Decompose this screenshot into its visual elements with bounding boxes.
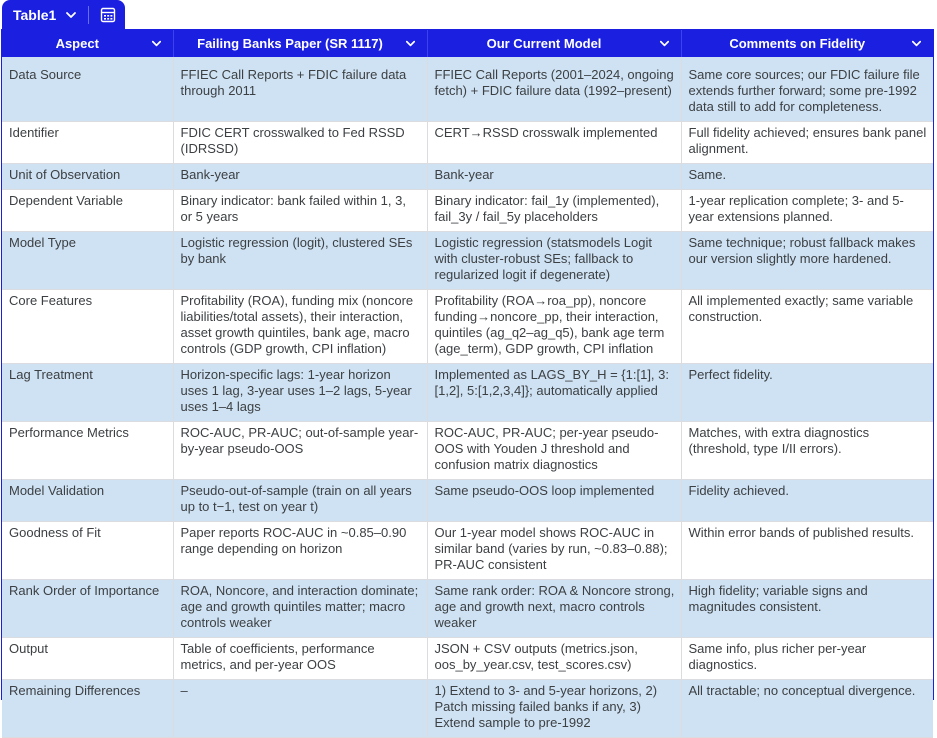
table-row — [2, 290, 933, 364]
table-cell[interactable]: Model Type — [2, 232, 173, 290]
table-cell[interactable]: Implemented as LAGS_BY_H = {1:[1], 3:[1,2], 5:[1,2,3,4]}; automatically applied — [427, 364, 681, 422]
table-cell[interactable]: Horizon-specific lags: 1-year horizon uses 1 lag, 3-year uses 1–2 lags, 5-year uses 1–4 lags — [173, 364, 427, 422]
column-header-label: Aspect — [55, 36, 99, 51]
table-cell[interactable]: Performance Metrics — [2, 422, 173, 480]
table-row — [2, 190, 933, 232]
chevron-down-icon[interactable] — [64, 8, 78, 22]
table-cell[interactable]: Data Source — [2, 57, 173, 122]
chevron-down-icon[interactable] — [404, 37, 417, 50]
table-row — [2, 57, 933, 122]
table-row — [2, 480, 933, 522]
table-row — [2, 364, 933, 422]
table-cell[interactable]: Same pseudo-OOS loop implemented — [427, 480, 681, 522]
table-row — [2, 422, 933, 480]
table-cell[interactable]: Binary indicator: fail_1y (implemented), fail_3y / fail_5y placeholders — [427, 190, 681, 232]
table-cell[interactable]: Same core sources; our FDIC failure file extends further forward; some pre-1992 data still to add for completeness. — [681, 57, 933, 122]
table-cell[interactable]: High fidelity; variable signs and magnitudes consistent. — [681, 580, 933, 638]
table-cell[interactable]: Goodness of Fit — [2, 522, 173, 580]
table-cell[interactable]: Matches, with extra diagnostics (threshold, type I/II errors). — [681, 422, 933, 480]
table-tab-label[interactable]: Table1 — [13, 6, 57, 23]
table-cell[interactable]: Same rank order: ROA & Noncore strong, age and growth next, macro controls weaker — [427, 580, 681, 638]
table-cell[interactable]: Full fidelity achieved; ensures bank panel alignment. — [681, 122, 933, 164]
column-header-model[interactable] — [427, 30, 681, 57]
table-cell[interactable]: Same technique; robust fallback makes our version slightly more hardened. — [681, 232, 933, 290]
table-cell[interactable]: – — [173, 680, 427, 738]
table-cell[interactable]: Paper reports ROC-AUC in ~0.85–0.90 range depending on horizon — [173, 522, 427, 580]
table-cell[interactable]: CERT→RSSD crosswalk implemented — [427, 122, 681, 164]
table-cell[interactable]: JSON + CSV outputs (metrics.json, oos_by_year.csv, test_scores.csv) — [427, 638, 681, 680]
table-tab[interactable] — [2, 0, 125, 29]
table-cell[interactable]: Bank-year — [427, 164, 681, 190]
data-table — [2, 30, 933, 738]
table-cell[interactable]: FFIEC Call Reports (2001–2024, ongoing fetch) + FDIC failure data (1992–present) — [427, 57, 681, 122]
table-cell[interactable]: Logistic regression (logit), clustered SEs by bank — [173, 232, 427, 290]
table-row — [2, 164, 933, 190]
table-cell[interactable]: ROC-AUC, PR-AUC; per-year pseudo-OOS with Youden J threshold and confusion matrix diagnostics — [427, 422, 681, 480]
table-cell[interactable]: Rank Order of Importance — [2, 580, 173, 638]
table-cell[interactable]: Pseudo-out-of-sample (train on all years up to t−1, test on year t) — [173, 480, 427, 522]
table-cell[interactable]: Core Features — [2, 290, 173, 364]
table-row — [2, 638, 933, 680]
table-cell[interactable]: Perfect fidelity. — [681, 364, 933, 422]
table-row — [2, 680, 933, 738]
table-cell[interactable]: Unit of Observation — [2, 164, 173, 190]
tab-divider — [88, 6, 89, 24]
table-calculator-icon[interactable] — [99, 6, 117, 24]
table-cell[interactable]: FDIC CERT crosswalked to Fed RSSD (IDRSSD) — [173, 122, 427, 164]
table-cell[interactable]: Bank-year — [173, 164, 427, 190]
table-row — [2, 580, 933, 638]
table-cell[interactable]: Within error bands of published results. — [681, 522, 933, 580]
table-cell[interactable]: All tractable; no conceptual divergence. — [681, 680, 933, 738]
table-cell[interactable]: Dependent Variable — [2, 190, 173, 232]
header-row — [2, 30, 933, 57]
table-cell[interactable]: Our 1-year model shows ROC-AUC in similar band (varies by run, ~0.83–0.88); PR-AUC consistent — [427, 522, 681, 580]
table-cell[interactable]: Remaining Differences — [2, 680, 173, 738]
table-row — [2, 122, 933, 164]
chevron-down-icon[interactable] — [150, 37, 163, 50]
table-cell[interactable]: FFIEC Call Reports + FDIC failure data through 2011 — [173, 57, 427, 122]
table-cell[interactable]: ROA, Noncore, and interaction dominate; age and growth quintiles matter; macro controls weaker — [173, 580, 427, 638]
column-header-paper[interactable] — [173, 30, 427, 57]
table-cell[interactable]: Same. — [681, 164, 933, 190]
chevron-down-icon[interactable] — [658, 37, 671, 50]
table-cell[interactable]: All implemented exactly; same variable construction. — [681, 290, 933, 364]
table-cell[interactable]: ROC-AUC, PR-AUC; out-of-sample year-by-year pseudo-OOS — [173, 422, 427, 480]
table-cell[interactable]: Lag Treatment — [2, 364, 173, 422]
column-header-label: Comments on Fidelity — [729, 36, 866, 51]
table-cell[interactable]: Output — [2, 638, 173, 680]
column-header-aspect[interactable] — [2, 30, 173, 57]
table-cell[interactable]: 1-year replication complete; 3- and 5-year extensions planned. — [681, 190, 933, 232]
table-cell[interactable]: 1) Extend to 3- and 5-year horizons, 2) Patch missing failed banks if any, 3) Extend sample to pre-1992 — [427, 680, 681, 738]
column-header-label: Failing Banks Paper (SR 1117) — [197, 36, 383, 51]
table-cell[interactable]: Logistic regression (statsmodels Logit with cluster-robust SEs; fallback to regularized logit if degenerate) — [427, 232, 681, 290]
table-cell[interactable]: Fidelity achieved. — [681, 480, 933, 522]
column-header-label: Our Current Model — [486, 36, 602, 51]
table-cell[interactable]: Identifier — [2, 122, 173, 164]
chevron-down-icon[interactable] — [910, 37, 923, 50]
table-cell[interactable]: Same info, plus richer per-year diagnostics. — [681, 638, 933, 680]
column-header-comments[interactable] — [681, 30, 933, 57]
table-cell[interactable]: Model Validation — [2, 480, 173, 522]
table-cell[interactable]: Profitability (ROA→roa_pp), noncore funding→noncore_pp, their interaction, quintiles (ag_q2–ag_q5), bank age term (age_term), GDP growth, CPI inflation — [427, 290, 681, 364]
sheet-tab-bar — [0, 0, 937, 29]
data-table-container — [1, 29, 934, 730]
table-row — [2, 522, 933, 580]
table-cell[interactable]: Binary indicator: bank failed within 1, 3, or 5 years — [173, 190, 427, 232]
table-cell[interactable]: Profitability (ROA), funding mix (noncore liabilities/total assets), their interaction, asset growth quintiles, bank age, macro controls (GDP growth, CPI inflation) — [173, 290, 427, 364]
table-row — [2, 232, 933, 290]
table-cell[interactable]: Table of coefficients, performance metrics, and per-year OOS — [173, 638, 427, 680]
